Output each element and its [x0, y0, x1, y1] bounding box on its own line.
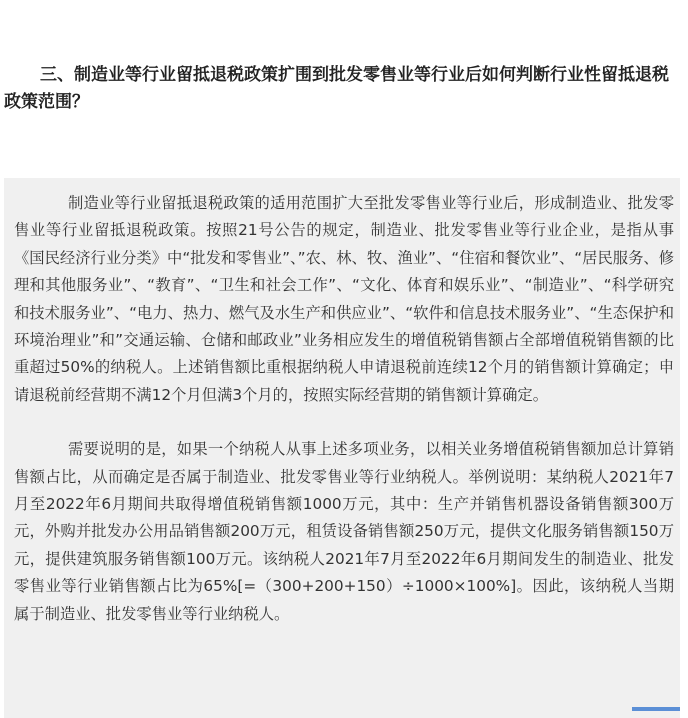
- answer-paragraph-2: 需要说明的是，如果一个纳税人从事上述多项业务，以相关业务增值税销售额加总计算销售额占比，从而确定是否属于制造业、批发零售业等行业纳税人。举例说明：某纳税人2021年7月至2022年6月期间共取得增值税销售额1000万元，其中：生产并销售机器设备销售额300万元，外购并批发办公用品销售额200万元，租赁设备销售额250万元，提供文化服务销售额150万元，提供建筑服务销售额100万元。该纳税人2021年7月至2022年6月期间发生的制造业、批发零售业等行业销售额占比为65%[=（300+200+150）÷1000×100%]。因此，该纳税人当期属于制造业、批发零售业等行业纳税人。: [14, 440, 674, 623]
- answer-content-box: [4, 178, 680, 718]
- answer-paragraph-1: 制造业等行业留抵退税政策的适用范围扩大至批发零售业等行业后，形成制造业、批发零售业等行业留抵退税政策。按照21号公告的规定，制造业、批发零售业等行业企业，是指从事《国民经济行业分类》中“批发和零售业”、”农、林、牧、渔业”、“住宿和餐饮业”、“居民服务、修理和其他服务业”、“教育”、“卫生和社会工作”、“文化、体育和娱乐业”、“制造业”、“科学研究和技术服务业”、“电力、热力、燃气及水生产和供应业”、“软件和信息技术服务业”、“生态保护和环境治理业”和”交通运输、仓储和邮政业”业务相应发生的增值税销售额占全部增值税销售额的比重超过50%的纳税人。上述销售额比重根据纳税人申请退税前连续12个月的销售额计算确定；申请退税前经营期不满12个月但满3个月的，按照实际经营期的销售额计算确定。: [14, 194, 674, 404]
- bottom-accent-bar: [632, 707, 680, 711]
- question-heading: 三、制造业等行业留抵退税政策扩围到批发零售业等行业后如何判断行业性留抵退税政策范围？: [4, 65, 669, 112]
